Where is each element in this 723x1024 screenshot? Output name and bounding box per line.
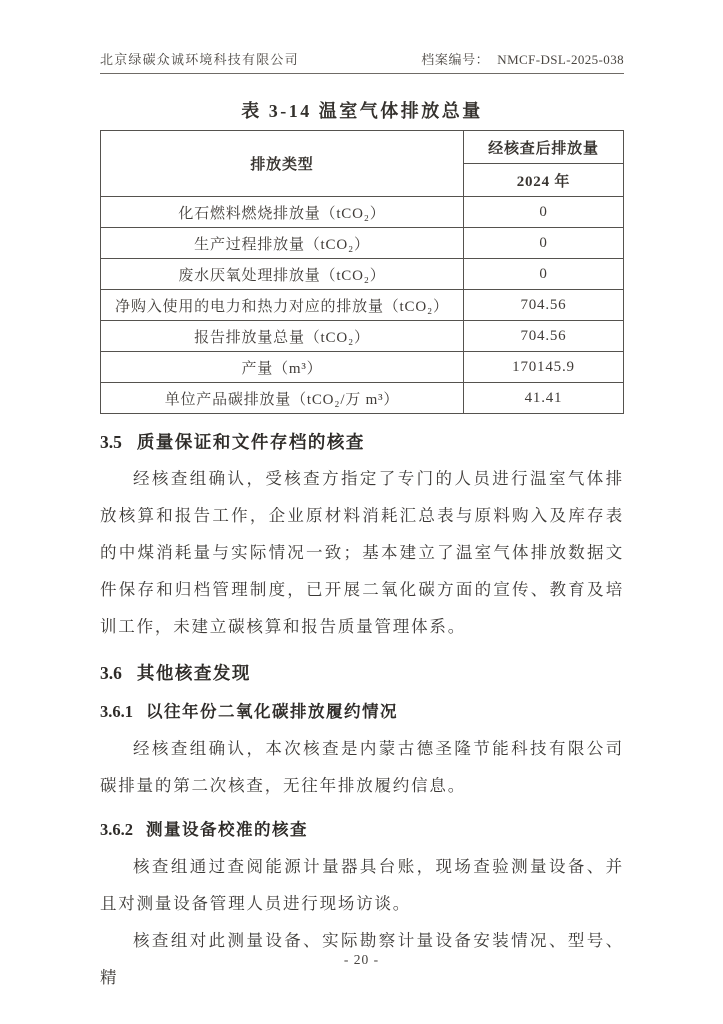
section-number: 3.6.2 (100, 820, 133, 839)
column-header-year: 2024 年 (463, 164, 623, 197)
paragraph: 核查组通过查阅能源计量器具台账，现场查验测量设备、并且对测量设备管理人员进行现场访谈。 (100, 857, 624, 913)
row-label: 产量（m³） (101, 352, 464, 383)
section-title: 其他核查发现 (136, 663, 251, 683)
section-title: 测量设备校准的核查 (146, 820, 308, 839)
row-value: 704.56 (463, 321, 623, 352)
section-title: 以往年份二氧化碳排放履约情况 (146, 702, 398, 721)
row-label: 生产过程排放量（tCO₂） (101, 228, 464, 259)
table-row (101, 383, 624, 414)
section-number: 3.6.1 (100, 702, 133, 721)
company-name: 北京绿碳众诚环境科技有限公司 (100, 52, 299, 67)
table-row (101, 259, 624, 290)
page-header (100, 0, 624, 74)
row-label: 废水厌氧处理排放量（tCO₂） (101, 259, 464, 290)
row-value: 170145.9 (463, 352, 623, 383)
section-heading-3-6 (100, 660, 624, 686)
archive-number: NMCF-DSL-2025-038 (497, 52, 624, 67)
column-header-emission-type: 排放类型 (101, 131, 464, 197)
emissions-table (100, 130, 624, 414)
archive-label: 档案编号： (421, 52, 490, 67)
table-row (101, 352, 624, 383)
paragraph: 经核查组确认，本次核查是内蒙古德圣隆节能科技有限公司碳排量的第二次核查，无往年排放履约信息。 (100, 739, 624, 795)
row-label: 单位产品碳排放量（tCO₂/万 m³） (101, 383, 464, 414)
section-title: 质量保证和文件存档的核查 (136, 432, 365, 452)
row-value: 0 (463, 228, 623, 259)
row-value: 704.56 (463, 290, 623, 321)
archive-number-group (421, 49, 624, 68)
section-heading-3-5 (100, 429, 624, 455)
row-value: 0 (463, 197, 623, 228)
paragraph: 核查组对此测量设备、实际勘察计量设备安装情况、型号、精 (100, 931, 624, 987)
page-number: - 20 - (343, 952, 380, 967)
column-header-verified-emissions: 经核查后排放量 (463, 131, 623, 164)
row-value: 0 (463, 259, 623, 290)
table-row (101, 228, 624, 259)
row-value: 41.41 (463, 383, 623, 414)
table-row (101, 321, 624, 352)
table-title: 表 3-14 温室气体排放总量 (241, 101, 483, 121)
table-row (101, 197, 624, 228)
row-label: 净购入使用的电力和热力对应的排放量（tCO₂） (101, 290, 464, 321)
section-heading-3-6-2 (100, 817, 624, 843)
section-number: 3.6 (100, 663, 122, 683)
section-heading-3-6-1 (100, 699, 624, 725)
table-header-row (101, 131, 624, 164)
row-label: 化石燃料燃烧排放量（tCO₂） (101, 197, 464, 228)
paragraph: 经核查组确认，受核查方指定了专门的人员进行温室气体排放核算和报告工作，企业原材料消耗汇总表与原料购入及库存表的中煤消耗量与实际情况一致；基本建立了温室气体排放数据文件保存和归档管理制度，已开展二氧化碳方面的宣传、教育及培训工作，未建立碳核算和报告质量管理体系。 (100, 469, 624, 636)
row-label: 报告排放量总量（tCO₂） (101, 321, 464, 352)
table-row (101, 290, 624, 321)
section-number: 3.5 (100, 432, 122, 452)
